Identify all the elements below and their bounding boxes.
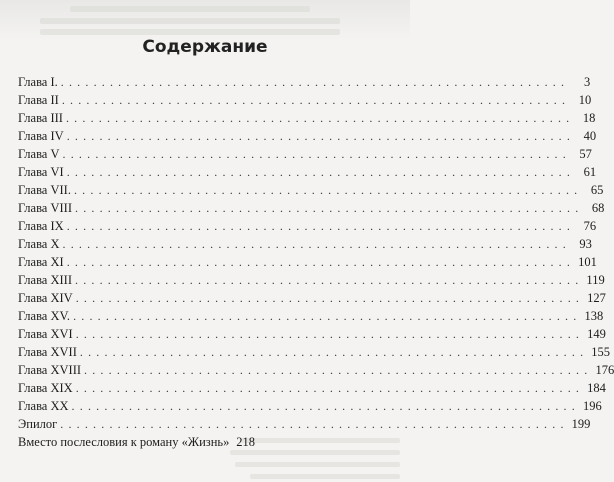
toc-chapter-label: Глава IX: [18, 219, 64, 233]
dot-leader: ..............................................................: [62, 147, 571, 161]
toc-chapter-label: Глава XIII: [18, 273, 72, 287]
toc-row: [18, 433, 255, 451]
toc-chapter-label: Глава XI: [18, 255, 64, 269]
toc-page-number: 218: [236, 435, 255, 449]
dot-leader: ..............................................................: [60, 75, 570, 89]
toc-chapter-label: Глава XIX: [18, 381, 73, 395]
toc-chapter-label: Глава VII.: [18, 183, 71, 197]
toc-page-number: 65: [590, 183, 604, 197]
dot-leader: ..............................................................: [79, 345, 589, 359]
toc-row: [18, 289, 606, 307]
dot-leader: ..............................................................: [62, 237, 571, 251]
toc-row: [18, 307, 604, 325]
toc-chapter-label: Эпилог: [18, 417, 58, 431]
toc-row: [18, 127, 597, 145]
toc-row: [18, 271, 605, 289]
dot-leader: ..............................................................: [73, 309, 582, 323]
show-through-top: [0, 0, 410, 40]
toc-chapter-label: Глава XVI: [18, 327, 73, 341]
toc-chapter-label: Глава X: [18, 237, 60, 251]
toc-page-number: 68: [591, 201, 605, 215]
dot-leader: ..............................................................: [84, 363, 593, 377]
toc-row: [18, 415, 591, 433]
toc-row: [18, 325, 606, 343]
toc-row: [18, 235, 592, 253]
toc-page-number: 57: [579, 147, 592, 161]
toc-page-number: 199: [571, 417, 591, 431]
toc-chapter-label: Глава V: [18, 147, 60, 161]
toc-row: [18, 379, 606, 397]
toc-page-number: 149: [587, 327, 606, 341]
toc-row: [18, 343, 611, 361]
dot-leader: ..............................................................: [66, 129, 576, 143]
toc-row: [18, 73, 591, 91]
toc-row: [18, 397, 602, 415]
dot-leader: ..............................................................: [61, 93, 571, 107]
table-of-contents: [18, 73, 614, 451]
dot-leader: ..............................................................: [66, 219, 576, 233]
toc-page-number: 119: [586, 273, 605, 287]
toc-chapter-label: Глава VI: [18, 165, 64, 179]
dot-leader: ..............................................................: [75, 327, 585, 341]
toc-page-number: 196: [582, 399, 602, 413]
toc-row: [18, 199, 605, 217]
toc-page-number: 184: [587, 381, 606, 395]
dot-leader: ..............................................................: [73, 183, 583, 197]
dot-leader: ..............................................................: [66, 255, 576, 269]
toc-chapter-label: Вместо послесловия к роману «Жизнь»: [18, 435, 230, 449]
dot-leader: ..............................................................: [71, 399, 580, 413]
toc-chapter-label: Глава IV: [18, 129, 64, 143]
toc-row: [18, 361, 614, 379]
toc-page-number: 127: [587, 291, 606, 305]
toc-chapter-label: Глава XVIII: [18, 363, 82, 377]
toc-row: [18, 217, 597, 235]
dot-leader: ..............................................................: [65, 111, 575, 125]
dot-leader: ..............................................................: [75, 201, 584, 215]
toc-row: [18, 181, 604, 199]
toc-chapter-label: Глава XVII: [18, 345, 77, 359]
dot-leader: ..............................................................: [75, 381, 585, 395]
toc-page-number: 101: [578, 255, 597, 269]
toc-page-number: 176: [595, 363, 614, 377]
toc-row: [18, 253, 597, 271]
toc-chapter-label: Глава VIII: [18, 201, 72, 215]
toc-row: [18, 163, 597, 181]
dot-leader: ..............................................................: [60, 417, 569, 431]
toc-chapter-label: Глава III: [18, 111, 63, 125]
dot-leader: ..............................................................: [66, 165, 576, 179]
toc-page-number: 18: [582, 111, 596, 125]
page-title: Содержание: [142, 37, 268, 57]
toc-chapter-label: Глава XIV: [18, 291, 73, 305]
toc-page-number: 155: [591, 345, 611, 359]
toc-page-number: 93: [579, 237, 592, 251]
toc-row: [18, 145, 592, 163]
toc-chapter-label: Глава XV.: [18, 309, 71, 323]
toc-page-number: 138: [584, 309, 604, 323]
toc-page-number: 3: [583, 75, 591, 89]
toc-row: [18, 109, 596, 127]
toc-page-number: 40: [583, 129, 597, 143]
toc-page-number: 76: [583, 219, 597, 233]
dot-leader: ..............................................................: [75, 273, 584, 287]
toc-row: [18, 91, 592, 109]
toc-chapter-label: Глава II: [18, 93, 59, 107]
toc-page-number: 10: [578, 93, 592, 107]
toc-chapter-label: Глава XX: [18, 399, 69, 413]
toc-page-number: 61: [583, 165, 597, 179]
toc-chapter-label: Глава I.: [18, 75, 58, 89]
dot-leader: ..............................................................: [75, 291, 585, 305]
